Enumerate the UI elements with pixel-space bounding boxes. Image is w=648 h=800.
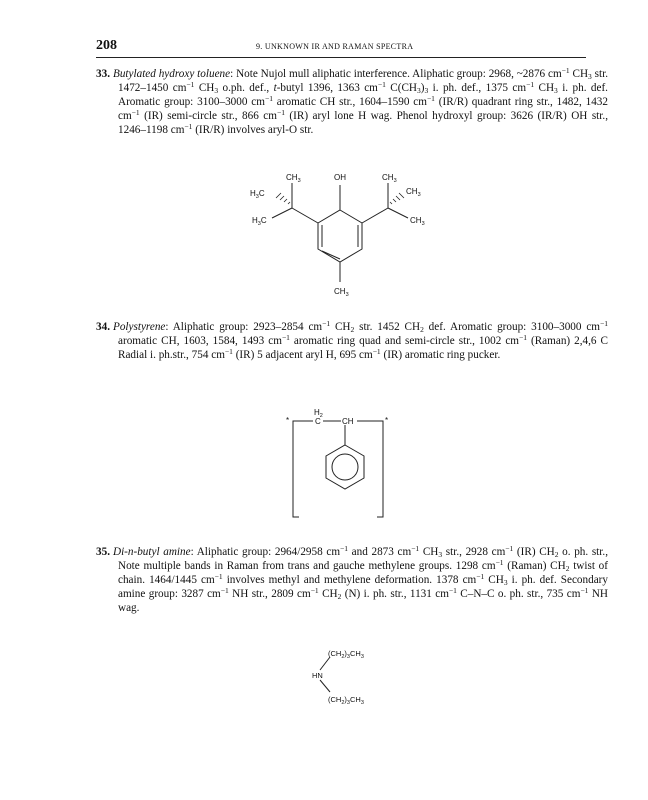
bht-label: $H_3C$ xyxy=(250,189,265,200)
amine-chain-label: $(CH_2)_3CH_3$ xyxy=(328,695,364,704)
polystyrene-structure xyxy=(283,403,393,525)
entry-number: 35. xyxy=(96,546,110,558)
entry-35 xyxy=(96,545,608,615)
amine-chain-label: $(CH_2)_3CH_3$ xyxy=(328,649,364,660)
dibutylamine-structure xyxy=(308,648,388,704)
polystyrene-label: * xyxy=(286,416,290,425)
bht-label: $CH_3$ xyxy=(406,187,421,198)
entry-text: : Aliphatic group: 2923–2854 $cm^{-1}$ $CH_2$ str. 1452 $CH_2$ def. Aromatic group: 3100–3000 $cm^{-1}$ aromatic CH, 1603, 1584, 1493 $cm^{-1}$ aromatic ring quad and semi-circle str., 1002 $cm^{-1}$ (Raman) 2,4,6 C Radial i. ph.str., 754 $cm^{-1}$ (IR) 5 adjacent aryl H, 695 $cm^{-1}$ (IR) aromatic ring pucker. xyxy=(118,319,609,362)
bht-structure xyxy=(230,168,430,300)
bht-label: $CH_3$ xyxy=(410,216,425,227)
header-rule xyxy=(96,57,586,58)
bht-label: $CH_3$ xyxy=(286,173,301,184)
page-header xyxy=(96,38,586,56)
compound-name: Di-n-butyl amine xyxy=(112,546,191,558)
bht-label: $CH_3$ xyxy=(382,173,397,184)
entry-text: : Aliphatic group: 2964/2958 $cm^{-1}$ and 2873 $cm^{-1}$ $CH_3$ str., 2928 $cm^{-1}$ (IR) $CH_2$ o. ph. str., Note multiple bands in Raman from trans and gauche methylene groups. 1298 $cm^{-1}$ (Raman) $CH_2$ twist of chain. 1464/1445 $cm^{-1}$ involves methyl and methylene deformation. 1378 $cm^{-1}$ $CH_3$ i. ph. def. Secondary amine group: 3287 $cm^{-1}$ NH str., 2809 $cm^{-1}$ $CH_2$ (N) i. ph. str., 1131 $cm^{-1}$ C–N–C o. ph. str., 735 $cm^{-1}$ NH wag. xyxy=(118,544,608,615)
entry-number: 33. xyxy=(96,68,110,80)
amine-nh-label: HN xyxy=(312,671,323,680)
bht-label: OH xyxy=(334,173,346,182)
polystyrene-label: C xyxy=(315,417,321,426)
entry-33 xyxy=(96,67,608,137)
polystyrene-label: $H_2$ xyxy=(314,408,323,419)
entry-number: 34. xyxy=(96,321,110,333)
polystyrene-label: * xyxy=(385,416,389,425)
entry-text: : Note Nujol mull aliphatic interference. Aliphatic group: 2968, ~2876 $cm^{-1}$ $CH_3$ str. 1472–1450 $cm^{-1}$ $CH_3$ o.ph. def., t-butyl 1396, 1363 $cm^{-1}$ $C(CH_3)_3$ i. ph. def., 1375 $cm^{-1}$ $CH_3$ i. ph. def. Aromatic group: 3100–3000 $cm^{-1}$ aromatic CH str., 1604–1590 $cm^{-1}$ (IR/R) quadrant ring str., 1482, 1432 $cm^{-1}$ (IR) semi-circle str., 866 $cm^{-1}$ (IR) aryl lone H wag. Phenol hydroxyl group: 3626 (IR/R) OH str., 1246–1198 $cm^{-1}$ (IR/R) involves aryl-O str. xyxy=(118,66,608,137)
compound-name: Butylated hydroxy toluene xyxy=(112,68,231,80)
page-number: 208 xyxy=(96,38,117,53)
chapter-title: 9. UNKNOWN IR AND RAMAN SPECTRA xyxy=(256,42,414,51)
bht-label: $CH_3$ xyxy=(334,287,349,298)
entry-34 xyxy=(96,320,608,362)
compound-name: Polystyrene xyxy=(112,321,166,333)
bht-label: $H_3C$ xyxy=(252,216,267,227)
polystyrene-label: CH xyxy=(342,417,354,426)
